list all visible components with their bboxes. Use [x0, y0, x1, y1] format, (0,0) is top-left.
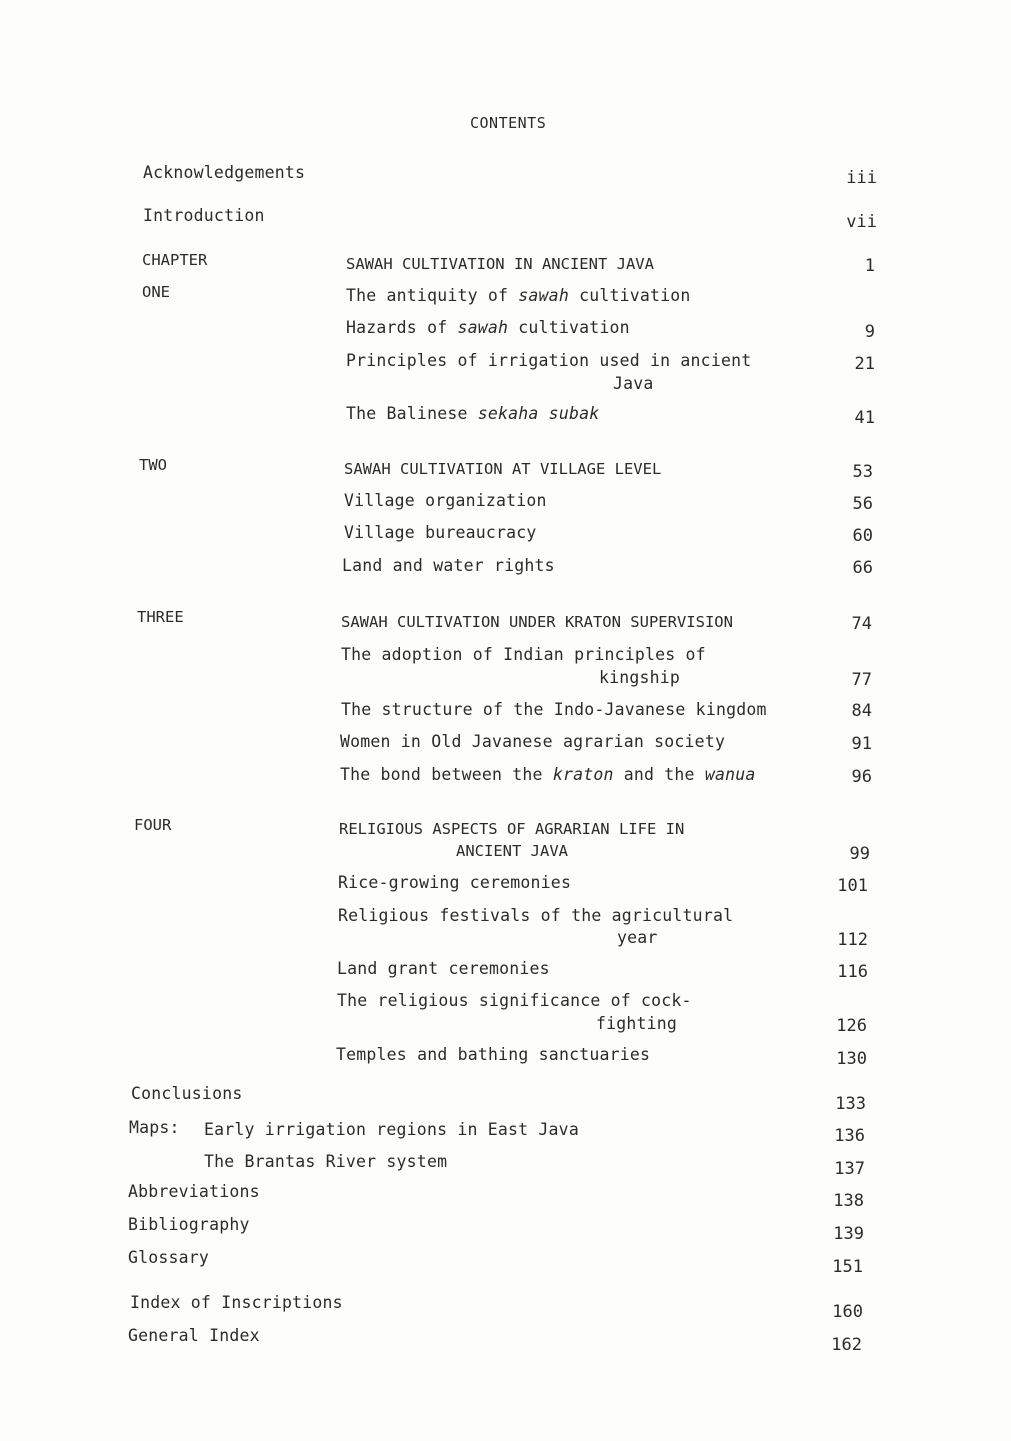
- toc-entry-general-index: General Index: [128, 1326, 260, 1345]
- section-entry-continuation: kingship: [599, 668, 681, 687]
- page-number: 130: [836, 1049, 867, 1069]
- chapter-number: ONE: [142, 283, 170, 301]
- section-entry: Village bureaucracy: [344, 523, 537, 542]
- page-number: 91: [851, 734, 872, 754]
- page-number: 133: [835, 1094, 866, 1114]
- section-entry: Hazards of sawah cultivation: [346, 318, 630, 337]
- page-number: 56: [852, 494, 873, 514]
- section-entry: The adoption of Indian principles of: [341, 645, 706, 664]
- chapter-number: THREE: [137, 608, 184, 626]
- section-entry-continuation: Java: [613, 374, 654, 393]
- chapter-heading-continuation: ANCIENT JAVA: [456, 842, 568, 860]
- section-entry: Rice-growing ceremonies: [338, 873, 572, 892]
- page-number: 162: [831, 1335, 862, 1355]
- section-entry: Temples and bathing sanctuaries: [336, 1045, 651, 1064]
- page-number: 9: [864, 322, 875, 342]
- chapter-number: FOUR: [134, 816, 172, 834]
- section-entry: The religious significance of cock-: [337, 991, 692, 1010]
- page-number: 74: [851, 614, 872, 634]
- page-title: CONTENTS: [470, 114, 547, 132]
- chapter-heading: SAWAH CULTIVATION UNDER KRATON SUPERVISION: [341, 613, 733, 631]
- toc-entry-map: Early irrigation regions in East Java: [204, 1120, 579, 1139]
- toc-entry-abbreviations: Abbreviations: [128, 1182, 260, 1201]
- page-number: 136: [834, 1126, 865, 1146]
- page-number: 160: [832, 1302, 863, 1322]
- toc-entry-conclusions: Conclusions: [131, 1084, 243, 1103]
- section-entry: Religious festivals of the agricultural: [338, 906, 734, 925]
- page-number: vii: [846, 212, 877, 232]
- page-number: 139: [833, 1224, 864, 1244]
- chapter-label: CHAPTER: [142, 251, 208, 269]
- chapter-number: TWO: [139, 456, 167, 474]
- page-number: 41: [854, 408, 875, 428]
- toc-entry-glossary: Glossary: [128, 1248, 210, 1267]
- section-entry: The antiquity of sawah cultivation: [346, 286, 691, 305]
- section-entry: The structure of the Indo-Javanese kingdom: [341, 700, 767, 719]
- page-number: 101: [837, 876, 868, 896]
- page-number: 112: [837, 930, 868, 950]
- page-number: 116: [837, 962, 868, 982]
- section-entry-continuation: fighting: [596, 1014, 678, 1033]
- page-number: 21: [854, 354, 875, 374]
- page-number: 99: [849, 844, 870, 864]
- chapter-heading: SAWAH CULTIVATION IN ANCIENT JAVA: [346, 255, 654, 273]
- toc-entry-map: The Brantas River system: [204, 1152, 448, 1171]
- page-number: 137: [834, 1159, 865, 1179]
- section-entry: Land and water rights: [342, 556, 555, 575]
- page-number: 138: [833, 1191, 864, 1211]
- page-number: 77: [851, 670, 872, 690]
- maps-label: Maps:: [129, 1118, 180, 1137]
- section-entry: Land grant ceremonies: [337, 959, 550, 978]
- section-entry: Principles of irrigation used in ancient: [346, 351, 752, 370]
- chapter-heading: RELIGIOUS ASPECTS OF AGRARIAN LIFE IN: [339, 820, 685, 838]
- page-number: 60: [852, 526, 873, 546]
- page-number: 96: [851, 767, 872, 787]
- page-number: 84: [851, 701, 872, 721]
- toc-entry-introduction: Introduction: [143, 206, 265, 225]
- section-entry: Village organization: [344, 491, 547, 510]
- toc-entry-bibliography: Bibliography: [128, 1215, 250, 1234]
- chapter-heading: SAWAH CULTIVATION AT VILLAGE LEVEL: [344, 460, 662, 478]
- page-number: 66: [852, 558, 873, 578]
- section-entry-continuation: year: [617, 928, 658, 947]
- page-number: 53: [852, 462, 873, 482]
- section-entry: Women in Old Javanese agrarian society: [340, 732, 726, 751]
- page-number: iii: [846, 168, 877, 188]
- page-number: 126: [836, 1016, 867, 1036]
- section-entry: The bond between the kraton and the wanua: [340, 765, 756, 784]
- section-entry: The Balinese sekaha subak: [346, 404, 600, 423]
- toc-entry-index-inscriptions: Index of Inscriptions: [130, 1293, 343, 1312]
- toc-entry-acknowledgements: Acknowledgements: [143, 163, 306, 182]
- page-number: 151: [832, 1257, 863, 1277]
- page-number: 1: [864, 256, 875, 276]
